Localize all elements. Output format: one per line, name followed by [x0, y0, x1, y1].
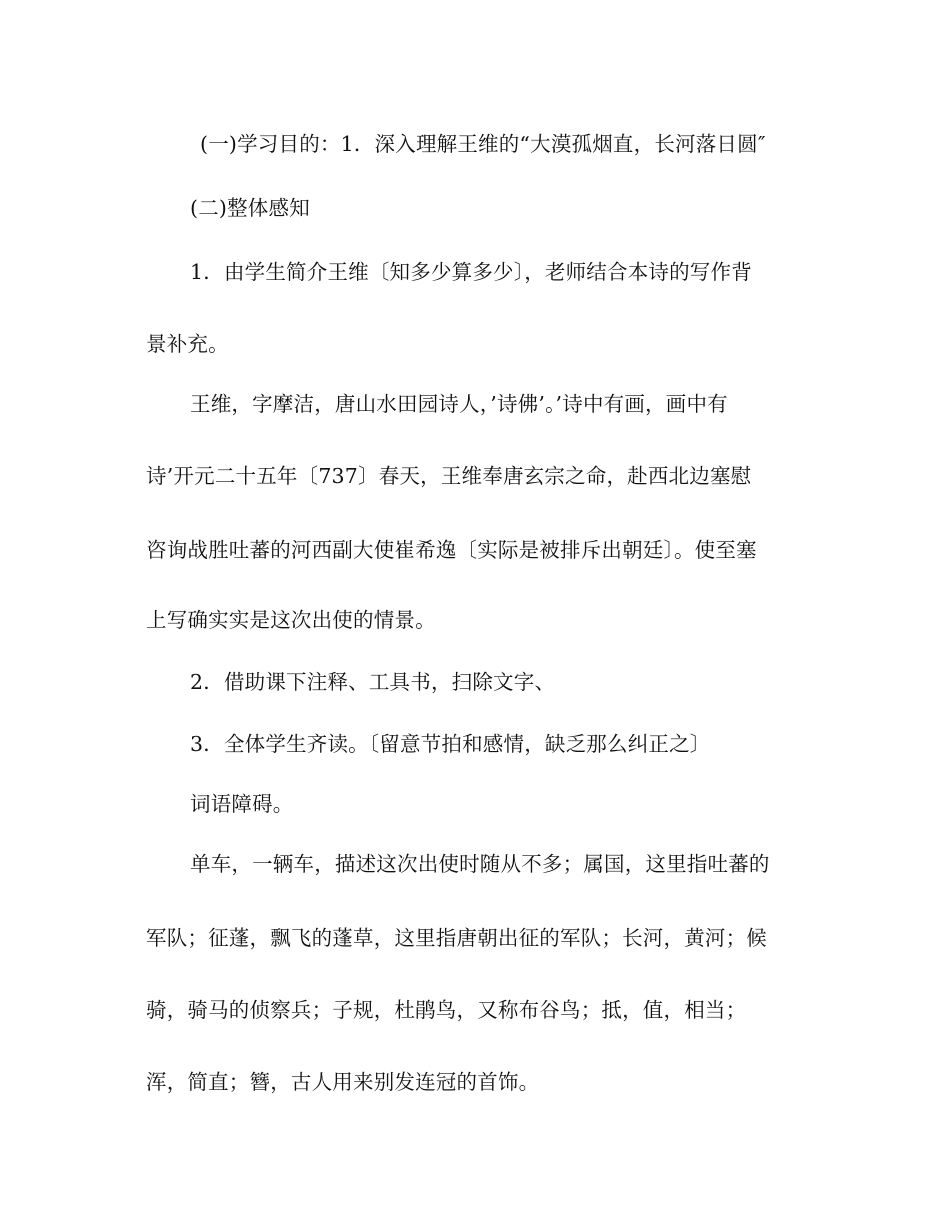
paragraph-line: 诗’开元二十五年〔737〕春天，王维奉唐玄宗之命，赴西北边塞慰: [146, 464, 752, 488]
paragraph-line: 单车，一辆车，描述这次出使时随从不多；属国，这里指吐蕃的: [190, 852, 770, 876]
paragraph-line: 2．借助课下注释、工具书，扫除文字、: [190, 670, 556, 694]
paragraph-line: 上写确实实是这次出使的情景。: [146, 608, 436, 632]
section-heading-overall-perception: (二)整体感知: [190, 196, 310, 220]
paragraph-line: 词语障碍。: [190, 792, 294, 816]
paragraph-line: 1．由学生简介王维〔知多少算多少〕，老师结合本诗的写作背: [190, 260, 752, 284]
paragraph-line: 咨询战胜吐蕃的河西副大使崔希逸〔实际是被排斥出朝廷〕。使至塞: [146, 538, 757, 562]
paragraph-line: 王维，字摩洁，唐山水田园诗人，’诗佛’。’诗中有画，画中有: [190, 392, 728, 416]
paragraph-line: 军队；征蓬，飘飞的蓬草，这里指唐朝出征的军队；长河，黄河；候: [146, 926, 767, 950]
learning-objective-line: (一)学习目的：1．深入理解王维的“大漠孤烟直，长河落日圆″: [200, 132, 766, 156]
paragraph-line: 浑，简直；簪，古人用来别发连冠的首饰。: [146, 1070, 540, 1094]
paragraph-line: 3．全体学生齐读。〔留意节拍和感情，缺乏那么纠正之〕: [190, 732, 711, 756]
paragraph-line: 景补充。: [146, 332, 229, 356]
paragraph-line: 骑，骑马的侦察兵；子规，杜鹃鸟，又称布谷鸟；抵，值，相当；: [146, 998, 747, 1022]
